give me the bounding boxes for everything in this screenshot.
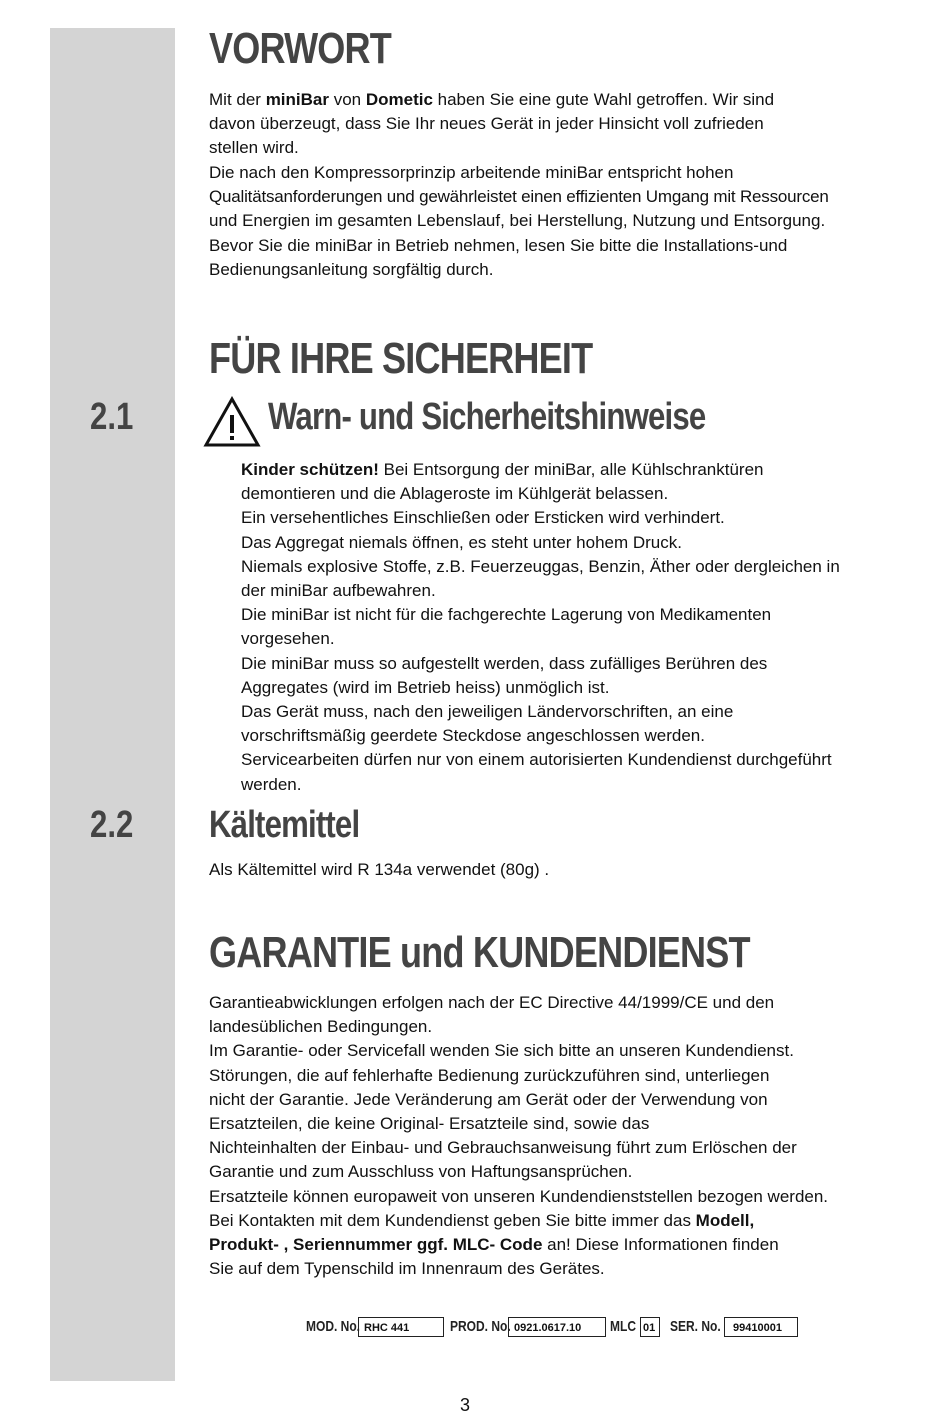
ser-no-value: 99410001 [724,1317,798,1337]
text-line: Garantieabwicklungen erfolgen nach der EC Directive 44/1999/CE und den [209,993,775,1012]
text-line: Die miniBar muss so aufgestellt werden, dass zufälliges Berühren des [241,653,768,673]
text-line: und Energien im gesamten Lebenslauf, bei Herstellung, Nutzung und Entsorgung. [209,211,826,231]
text-line: Das Gerät muss, nach den jeweiligen Ländervorschriften, an eine [241,702,734,722]
text-line: Aggregates (wird im Betrieb heiss) unmöglich ist. [241,677,610,697]
text-line: Garantie und zum Ausschluss von Haftungsansprüchen. [209,1162,633,1182]
text-line: Mit der miniBar von Dometic haben Sie eine gute Wahl getroffen. Wir sind [209,90,775,109]
text-line: der miniBar aufbewahren. [241,581,436,601]
text-line: Qualitätsanforderungen und gewährleistet einen effizienten Umgang mit Ressourcen [209,186,829,206]
text-line: demontieren und die Ablageroste im Kühlgerät belassen. [241,484,669,504]
garantie-paragraph [209,991,944,1281]
mlc-value: 01 [640,1317,660,1337]
gray-sidebar-bar [50,28,175,1381]
text-line: Ersatzteile können europaweit von unseren Kundendienststellen bezogen werden. [209,1186,829,1206]
heading-warn-sicherheitshinweise: Warn- und Sicherheitshinweise [268,396,706,438]
ser-no-label: SER. No. [670,1318,721,1335]
heading-vorwort: VORWORT [209,24,392,73]
page-number: 3 [460,1395,471,1415]
heading-sicherheit: FÜR IHRE SICHERHEIT [209,334,593,383]
mod-no-value: RHC 441 [358,1317,444,1337]
text-line: Im Garantie- oder Servicefall wenden Sie sich bitte an unseren Kundendienst. [209,1041,794,1061]
text-line: Bei Kontakten mit dem Kundendienst geben Sie bitte immer das Modell, [209,1210,755,1230]
prod-no-value: 0921.0617.10 [508,1317,606,1337]
text-line: Servicearbeiten dürfen nur von einem autorisierten Kundendienst durchgeführt [241,750,832,770]
text-line: Das Aggregat niemals öffnen, es steht unter hohem Druck. [241,532,682,552]
text-line: Bedienungsanleitung sorgfältig durch. [209,260,494,280]
text-line: vorschriftsmäßig geerdete Steckdose angeschlossen werden. [241,726,705,746]
text-line: landesüblichen Bedingungen. [209,1017,433,1037]
section-number-2-2: 2.2 [90,804,134,846]
text-line: Die miniBar ist nicht für die fachgerechte Lagerung von Medikamenten [241,605,772,625]
heading-garantie: GARANTIE und KUNDENDIENST [209,928,750,977]
mod-no-label: MOD. No. [306,1318,360,1335]
kaeltemittel-paragraph [209,858,909,882]
section-number-2-1: 2.1 [90,396,134,438]
text-line: Störungen, die auf fehlerhafte Bedienung zurückzuführen sind, unterliegen [209,1065,770,1085]
text-line: Kinder schützen! Bei Entsorgung der miniBar, alle Kühlschranktüren [241,460,764,479]
text-line: Ersatzteilen, die keine Original- Ersatzteile sind, sowie das [209,1114,650,1134]
text-line: Die nach den Kompressorprinzip arbeitende miniBar entspricht hohen [209,162,734,182]
text-line: Sie auf dem Typenschild im Innenraum des Gerätes. [209,1259,605,1279]
text-line: davon überzeugt, dass Sie Ihr neues Gerät in jeder Hinsicht voll zufrieden [209,114,764,134]
warn-hinweise-paragraph [241,458,941,797]
text-line: Produkt- , Seriennummer ggf. MLC- Code an! Diese Informationen finden [209,1235,779,1255]
mlc-label: MLC [610,1318,636,1335]
text-line: Ein versehentliches Einschließen oder Ersticken wird verhindert. [241,508,725,528]
vorwort-paragraph-2 [209,234,944,282]
text-line: Nichteinhalten der Einbau- und Gebrauchsanweisung führt zum Erlöschen der [209,1138,797,1158]
heading-kaeltemittel: Kältemittel [209,804,360,846]
prod-no-label: PROD. No. [450,1318,511,1335]
text-line: vorgesehen. [241,629,335,649]
text-line: Niemals explosive Stoffe, z.B. Feuerzeuggas, Benzin, Äther oder dergleichen in [241,556,840,576]
text-line: werden. [241,774,302,794]
text-line: nicht der Garantie. Jede Veränderung am Gerät oder der Verwendung von [209,1089,768,1109]
vorwort-paragraph-1 [209,88,944,233]
text-line: Bevor Sie die miniBar in Betrieb nehmen, lesen Sie bitte die Installations-und [209,236,788,255]
warning-triangle-icon [203,396,261,448]
text-line: Als Kältemittel wird R 134a verwendet (80g) . [209,860,550,879]
text-line: stellen wird. [209,138,299,158]
